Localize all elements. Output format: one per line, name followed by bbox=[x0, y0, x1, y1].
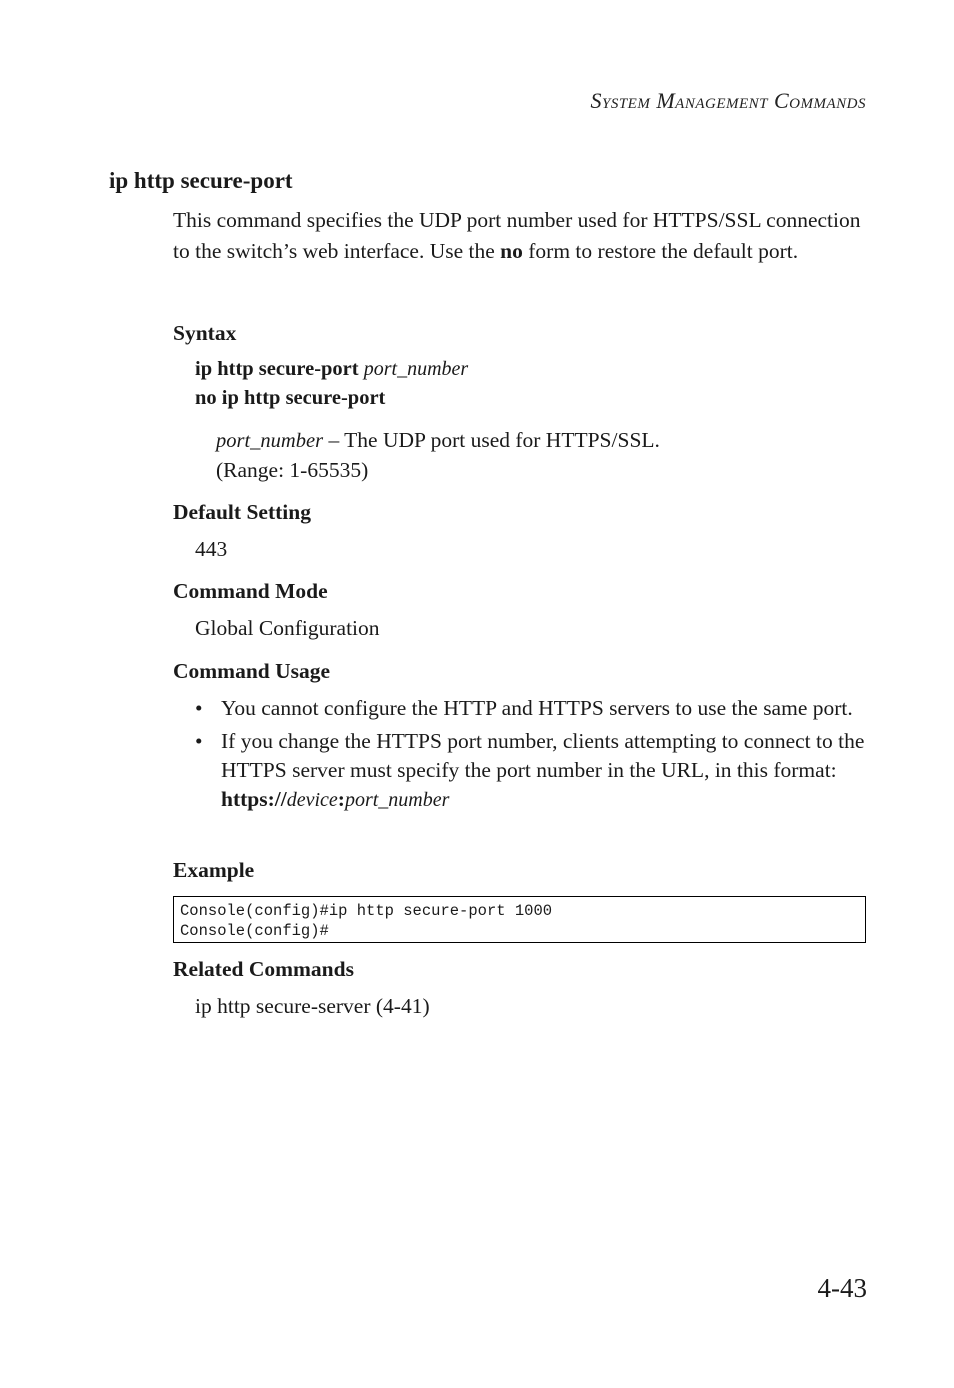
no-keyword: no bbox=[500, 239, 523, 263]
page-number: 4-43 bbox=[817, 1273, 867, 1303]
description-text-2: form to restore the default port. bbox=[522, 239, 799, 263]
usage-list bbox=[195, 694, 867, 819]
command-mode-heading: Command Mode bbox=[173, 579, 328, 603]
related-commands-heading: Related Commands bbox=[173, 957, 354, 981]
url-device: device bbox=[286, 789, 338, 811]
command-usage-heading: Command Usage bbox=[173, 659, 331, 683]
list-item bbox=[195, 727, 867, 815]
syntax-parameter: port_number bbox=[363, 358, 469, 380]
syntax-command: ip http secure-port bbox=[195, 358, 359, 380]
command-mode-value: Global Configuration bbox=[195, 616, 380, 640]
url-colon: : bbox=[337, 787, 345, 811]
default-setting-heading: Default Setting bbox=[173, 500, 311, 524]
example-code-block bbox=[173, 896, 866, 943]
related-command-value: ip http secure-server (4-41) bbox=[195, 994, 430, 1018]
usage-item-1-text: You cannot configure the HTTP and HTTPS servers to use the same port. bbox=[221, 696, 853, 720]
code-line-1: Console(config)#ip http secure-port 1000 bbox=[180, 902, 553, 920]
syntax-line-1 bbox=[195, 358, 468, 381]
parameter-description bbox=[216, 426, 660, 485]
usage-item-2-text: If you change the HTTPS port number, clients attempting to connect to the HTTPS server must specify the port number in the URL, in this format: bbox=[221, 729, 865, 782]
default-setting-value: 443 bbox=[195, 537, 228, 561]
command-title: ip http secure-port bbox=[109, 168, 293, 193]
parameter-range: (Range: 1-65535) bbox=[216, 458, 369, 482]
command-description bbox=[173, 205, 873, 267]
bullet: • bbox=[195, 729, 203, 753]
parameter-text: – The UDP port used for HTTPS/SSL. bbox=[323, 428, 660, 452]
list-item bbox=[195, 694, 867, 723]
bullet: • bbox=[195, 696, 203, 720]
running-header: System Management Commands bbox=[590, 88, 866, 113]
url-port: port_number bbox=[344, 789, 450, 811]
description-text-1: This command specifies the UDP port number used for HTTPS/SSL connection to the switch’s web interface. Use the bbox=[173, 208, 861, 263]
syntax-line-2: no ip http secure-port bbox=[195, 387, 386, 409]
example-heading: Example bbox=[173, 858, 255, 882]
code-line-2: Console(config)# bbox=[180, 922, 329, 940]
url-scheme: https:// bbox=[221, 787, 287, 811]
syntax-heading: Syntax bbox=[173, 321, 237, 345]
parameter-name: port_number bbox=[216, 430, 324, 452]
